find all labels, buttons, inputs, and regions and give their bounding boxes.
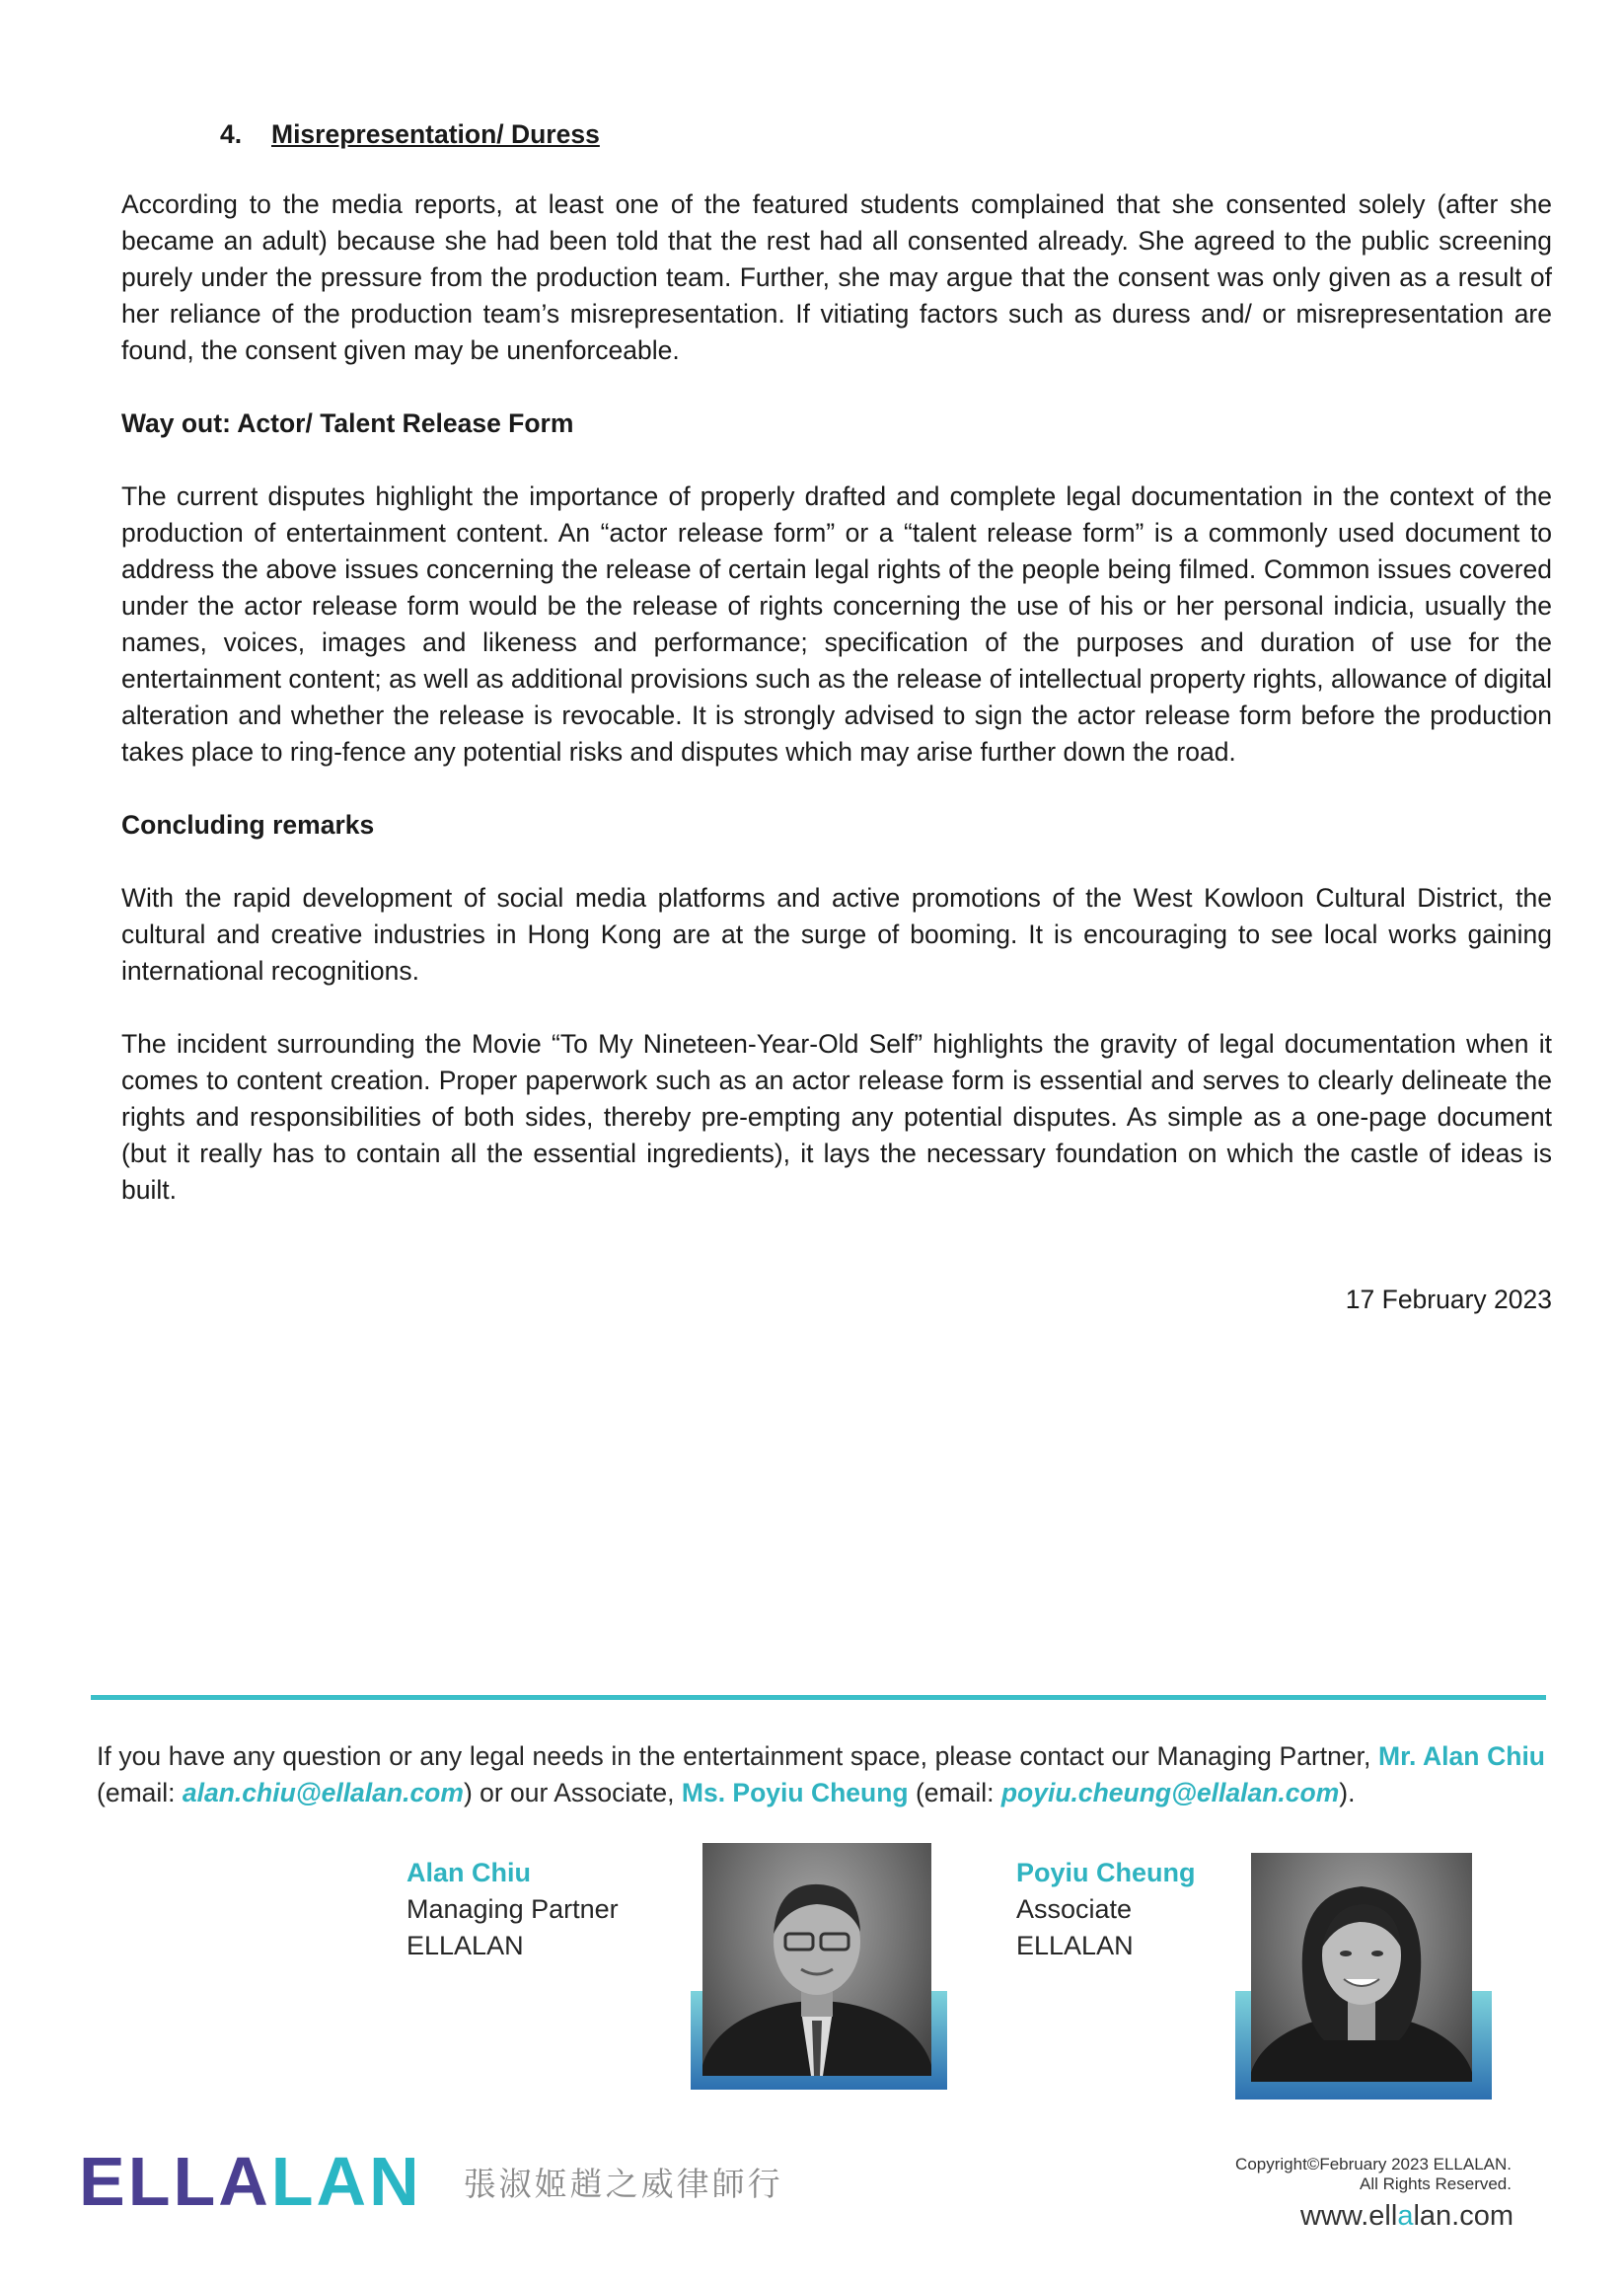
concluding-paragraph-1: With the rapid development of social media platforms and active promotions of the West Kowloon Cultural District, the cultural and creative industries in Hong Kong are at the surge of booming. It is encouraging to see local works gaining international recognitions. — [121, 883, 1552, 986]
person-card-poyiu-cheung — [1016, 1855, 1196, 1964]
photo-poyiu-cheung — [1235, 1853, 1492, 2100]
ellalan-logo — [79, 2143, 783, 2220]
portrait-image — [702, 1843, 931, 2076]
logo-part-2: LAN — [270, 2143, 422, 2220]
copyright-notice — [1235, 2155, 1512, 2194]
partner-email-link[interactable]: alan.chiu@ellalan.com — [182, 1778, 464, 1807]
article-body — [121, 116, 1552, 1345]
concluding-paragraph-2: The incident surrounding the Movie “To My Nineteen-Year-Old Self” highlights the gravity of legal documentation when it comes to content creation. Proper paperwork such as an actor release form is essential and serves to clearly delineate the rights and responsibilities of both sides, thereby pre-empting any potential disputes. As simple as a one-page document (but it really has to contain all the essential ingredients), it lays the necessary foundation on which the castle of ideas is built. — [121, 1029, 1552, 1205]
email-open-text: (email: — [97, 1778, 176, 1807]
associate-email-link[interactable]: poyiu.cheung@ellalan.com — [1000, 1778, 1340, 1807]
contact-close-text: ). — [1339, 1778, 1356, 1807]
website-link[interactable] — [1300, 2200, 1513, 2233]
copyright-line-1: Copyright©February 2023 ELLALAN. — [1235, 2155, 1512, 2173]
section-number: 4. — [220, 119, 243, 149]
logo-chinese-name: 張淑姬趙之威律師行 — [463, 2164, 783, 2203]
divider-rule — [91, 1695, 1546, 1700]
person-card-alan-chiu — [406, 1855, 619, 1964]
way-out-paragraph: The current disputes highlight the importance of properly drafted and complete legal documentation in the context of the production of entertainment content. An “actor release form” or a “talent release form” is a commonly used document to address the above issues concerning the release of certain legal rights of the people being filmed. Common issues covered under the actor release form would be the release of rights concerning the use of his or her personal indicia, usually the names, voices, images and likeness and performance; specification of the purposes and duration of use for the entertainment content; as well as additional provisions such as the release of intellectual property rights, allowance of digital alteration and whether the release is revocable. It is strongly advised to sign the actor release form before the production takes place to ring-fence any potential risks and disputes which may arise further down the road. — [121, 481, 1552, 767]
contact-intro: If you have any question or any legal needs in the entertainment space, please contact our Managing Partner, — [97, 1741, 1371, 1771]
associate-name-link: Ms. Poyiu Cheung — [681, 1778, 909, 1807]
person-name: Alan Chiu — [406, 1858, 531, 1887]
website-part-1: www.ell — [1300, 2200, 1398, 2232]
copyright-line-2: All Rights Reserved. — [1359, 2174, 1512, 2193]
section-title: Misrepresentation/ Duress — [271, 119, 600, 149]
section-heading-misrepresentation — [220, 116, 1552, 153]
website-part-3: lan.com — [1413, 2200, 1513, 2232]
way-out-heading: Way out: Actor/ Talent Release Form — [121, 408, 574, 438]
document-date: 17 February 2023 — [1345, 1285, 1552, 1314]
website-part-2: a — [1397, 2200, 1414, 2232]
person-firm: ELLALAN — [406, 1931, 524, 1960]
person-name: Poyiu Cheung — [1016, 1858, 1196, 1887]
logo-part-1: ELLA — [79, 2143, 271, 2220]
photo-alan-chiu — [691, 1843, 947, 2090]
contact-paragraph — [97, 1738, 1545, 1811]
contact-mid-text: ) or our Associate, — [463, 1778, 675, 1807]
logo-wordmark — [79, 2143, 422, 2220]
person-role: Associate — [1016, 1894, 1133, 1924]
portrait-image — [1251, 1853, 1472, 2082]
partner-name-link: Mr. Alan Chiu — [1378, 1741, 1545, 1771]
email-open-text-2: (email: — [915, 1778, 995, 1807]
misrepresentation-paragraph: According to the media reports, at least one of the featured students complained that she consented solely (after she became an adult) because she had been told that the rest had all consented already. She agreed to the public screening purely under the pressure from the production team. Further, she may argue that the consent was only given as a result of her reliance of the production team’s misrepresentation. If vitiating factors such as duress and/ or misrepresentation are found, the consent given may be unenforceable. — [121, 189, 1552, 365]
person-role: Managing Partner — [406, 1894, 619, 1924]
person-firm: ELLALAN — [1016, 1931, 1134, 1960]
concluding-heading: Concluding remarks — [121, 810, 375, 840]
